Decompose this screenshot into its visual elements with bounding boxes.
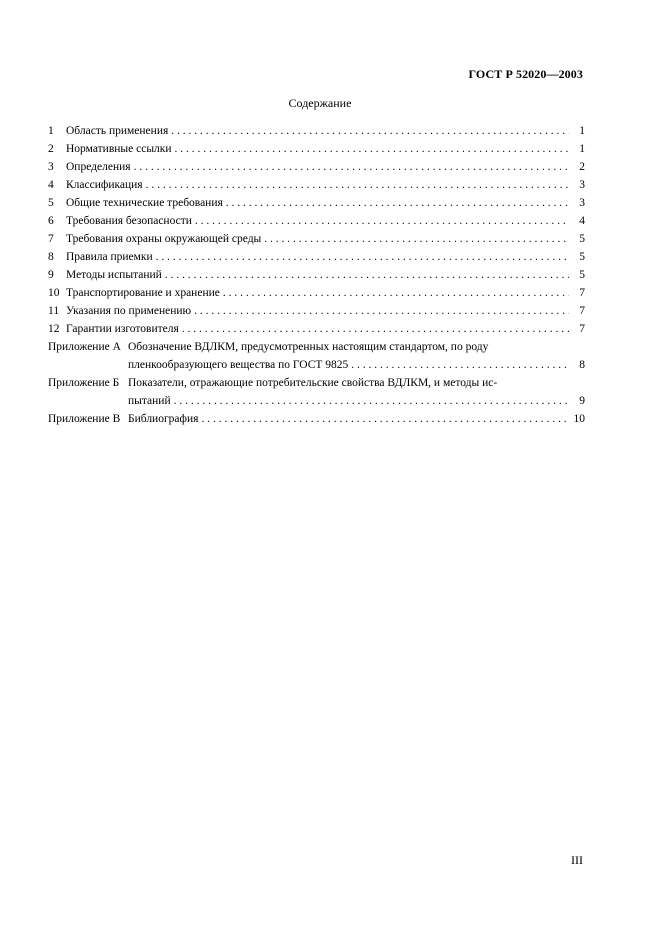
dot-leader <box>165 266 569 284</box>
toc-item[interactable] <box>48 140 585 158</box>
toc-item-page: 9 <box>579 395 585 407</box>
standard-code: ГОСТ Р 52020—2003 <box>468 67 583 81</box>
toc-item-number: 7 <box>48 233 54 245</box>
toc-item-number: 8 <box>48 251 54 263</box>
dot-leader <box>195 212 569 230</box>
toc-item-page: 5 <box>579 233 585 245</box>
dot-leader <box>146 176 569 194</box>
appendix-title-line1: Библиография <box>128 413 199 425</box>
toc-item-label: Методы испытаний <box>66 269 162 281</box>
toc-appendix-c[interactable] <box>48 410 585 428</box>
appendix-title-line1: Показатели, отражающие потребительские свойства ВДЛКМ, и методы ис- <box>128 377 498 389</box>
dot-leader <box>134 158 569 176</box>
toc-item-page: 1 <box>579 143 585 155</box>
toc-appendix-b[interactable] <box>48 374 585 410</box>
toc-item-number: 4 <box>48 179 54 191</box>
appendix-prefix: Приложение Б <box>48 377 120 389</box>
toc-item-label: Требования безопасности <box>66 215 192 227</box>
dot-leader <box>264 230 569 248</box>
toc-item-page: 1 <box>579 125 585 137</box>
toc-item-number: 1 <box>48 125 54 137</box>
page-number: III <box>571 853 583 867</box>
toc-item[interactable] <box>48 266 585 284</box>
toc-item-label: Нормативные ссылки <box>66 143 172 155</box>
toc-item-label: Определения <box>66 161 131 173</box>
toc-item[interactable] <box>48 302 585 320</box>
toc-item-page: 5 <box>579 251 585 263</box>
toc-item-number: 9 <box>48 269 54 281</box>
toc-item-label: Область применения <box>66 125 169 137</box>
dot-leader <box>175 140 569 158</box>
dot-leader <box>174 392 569 410</box>
toc-item-label: Классификация <box>66 179 143 191</box>
appendix-title-line2: пленкообразующего вещества по ГОСТ 9825 <box>128 359 349 371</box>
toc-item-page: 3 <box>579 197 585 209</box>
toc-item-label: Общие технические требования <box>66 197 223 209</box>
dot-leader <box>156 248 569 266</box>
toc-item-number: 12 <box>48 323 60 335</box>
toc-item[interactable] <box>48 230 585 248</box>
appendix-title-line1: Обозначение ВДЛКМ, предусмотренных настоящим стандартом, по роду <box>128 341 489 353</box>
toc-item-number: 6 <box>48 215 54 227</box>
dot-leader <box>226 194 569 212</box>
toc-item-page: 7 <box>579 323 585 335</box>
toc-item-number: 3 <box>48 161 54 173</box>
dot-leader <box>201 410 569 428</box>
toc-item-label: Указания по применению <box>66 305 192 317</box>
toc-item-page: 5 <box>579 269 585 281</box>
toc-item-label: Транспортирование и хранение <box>66 287 220 299</box>
toc-item-number: 11 <box>48 305 60 317</box>
toc-item-page: 7 <box>579 287 585 299</box>
toc-item-label: Гарантии изготовителя <box>66 323 179 335</box>
toc-item-number: 5 <box>48 197 54 209</box>
toc-item[interactable] <box>48 194 585 212</box>
dot-leader <box>223 284 569 302</box>
toc-item-number: 2 <box>48 143 54 155</box>
toc-item[interactable] <box>48 212 585 230</box>
toc-item[interactable] <box>48 122 585 140</box>
toc-item-number: 10 <box>48 287 60 299</box>
toc-item[interactable] <box>48 320 585 338</box>
toc-item-page: 3 <box>579 179 585 191</box>
toc-item-page: 2 <box>579 161 585 173</box>
toc-item-page: 10 <box>573 413 585 425</box>
dot-leader <box>194 302 569 320</box>
table-of-contents <box>48 122 585 428</box>
dot-leader <box>351 356 569 374</box>
toc-item-page: 8 <box>579 359 585 371</box>
appendix-prefix: Приложение В <box>48 413 121 425</box>
dot-leader <box>171 122 569 140</box>
page-title: Содержание <box>288 96 352 110</box>
toc-item-label: Требования охраны окружающей среды <box>66 233 262 245</box>
appendix-prefix: Приложение А <box>48 341 121 353</box>
toc-item[interactable] <box>48 176 585 194</box>
toc-item[interactable] <box>48 248 585 266</box>
toc-appendix-a[interactable] <box>48 338 585 374</box>
dot-leader <box>182 320 569 338</box>
toc-item-page: 4 <box>579 215 585 227</box>
appendix-title-line2: пытаний <box>128 395 171 407</box>
toc-item[interactable] <box>48 284 585 302</box>
toc-item-page: 7 <box>579 305 585 317</box>
toc-item-label: Правила приемки <box>66 251 153 263</box>
toc-item[interactable] <box>48 158 585 176</box>
